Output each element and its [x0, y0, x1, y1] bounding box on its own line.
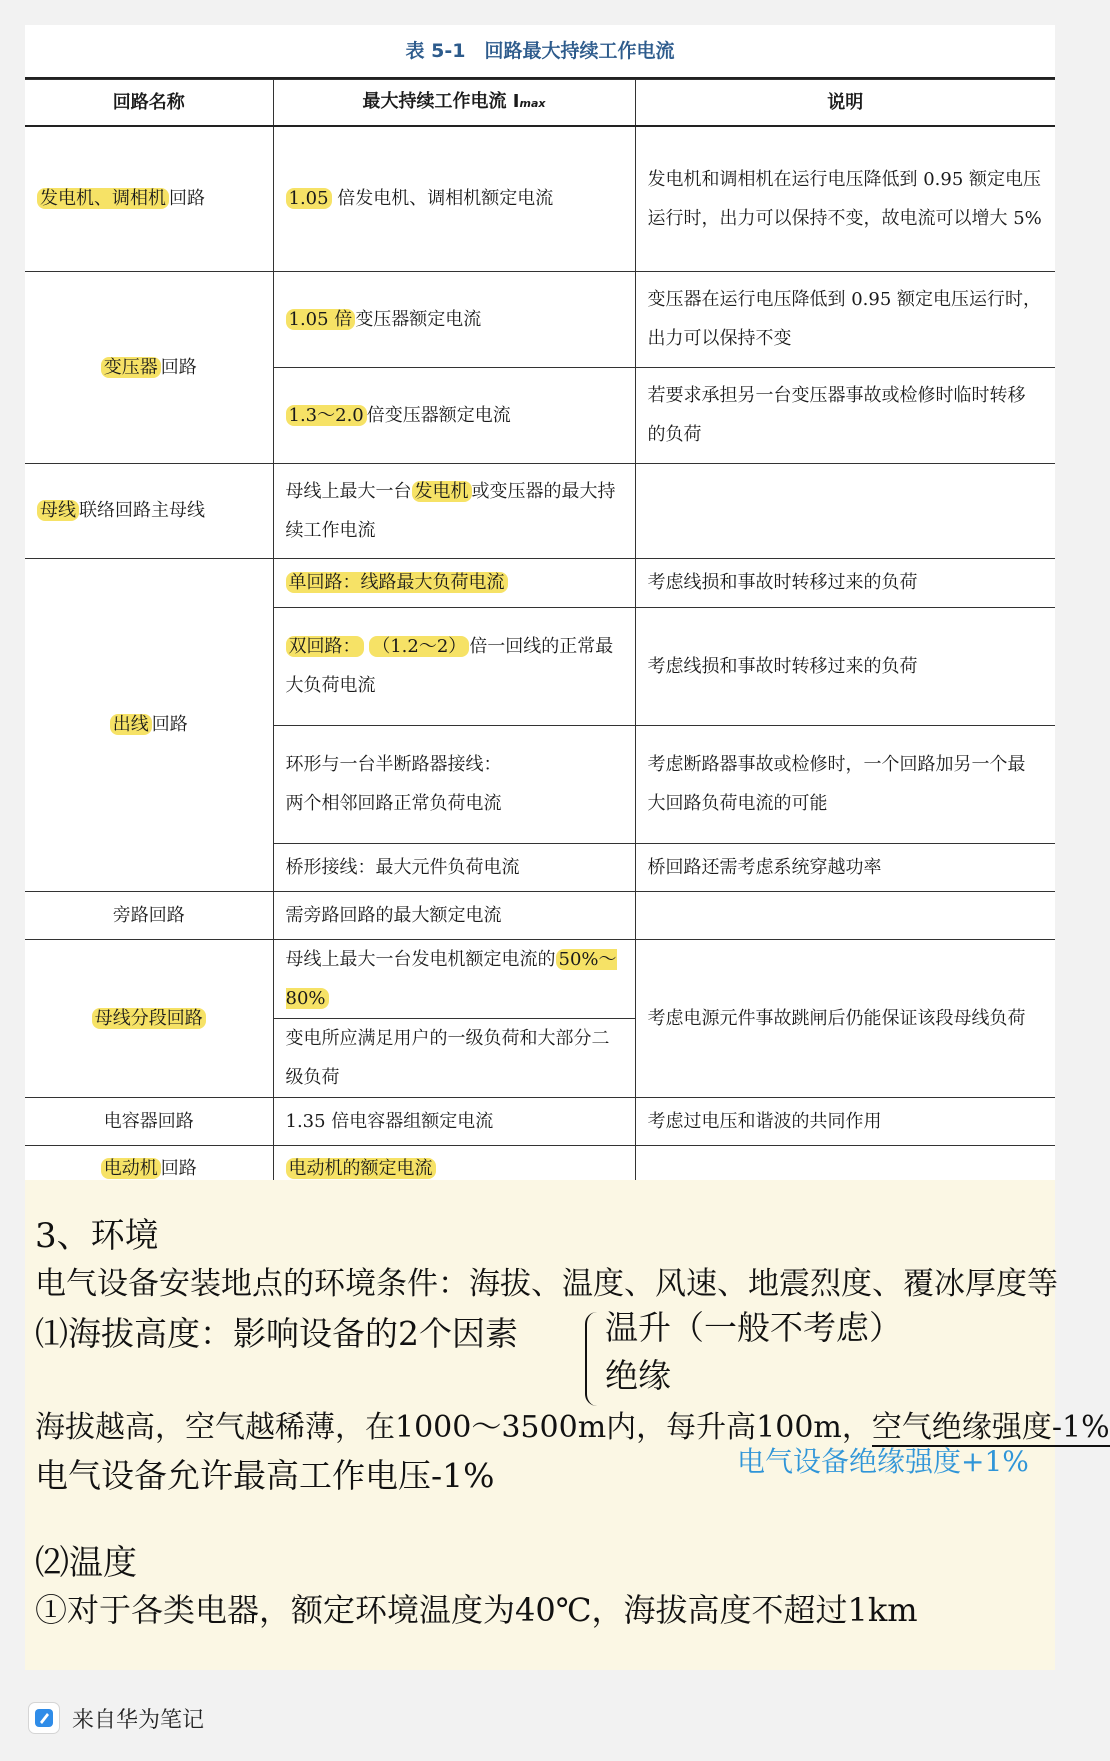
cell-current: 桥形接线：最大元件负荷电流: [273, 843, 635, 891]
header-current-label: 最大持续工作电流 I: [362, 91, 520, 112]
huawei-notes-icon[interactable]: [28, 1702, 60, 1734]
highlight: 50%～80%: [285, 948, 617, 1009]
highlight: 单回路：线路最大负荷电流: [286, 572, 508, 593]
highlight: 母线分段回路: [92, 1008, 206, 1029]
header-circuit: 回路名称: [25, 80, 273, 127]
cell-current: [273, 558, 635, 607]
text: 母线上最大一台: [285, 480, 412, 502]
notes-line: ①对于各类电器，额定环境温度为40℃，海拔高度不超过1km: [35, 1591, 918, 1629]
cell-note: 考虑电源元件事故跳闸后仍能保证该段母线负荷: [635, 939, 1055, 1097]
highlight: 1.05: [286, 188, 332, 209]
table-header-row: [25, 80, 1055, 127]
cell-current: 变电所应满足用户的一级负荷和大部分二级负荷: [273, 1018, 635, 1097]
footer: [28, 1700, 204, 1736]
text: 两个相邻回路正常负荷电流: [285, 793, 502, 814]
cell-current: [273, 939, 635, 1018]
cell-current: [273, 463, 635, 558]
table-row: [25, 939, 1055, 1018]
text: 母线上最大一台发电机额定电流的: [285, 948, 556, 970]
header-note: 说明: [635, 80, 1055, 127]
text: 回路: [160, 356, 197, 378]
text: 变压器额定电流: [355, 308, 482, 330]
cell-note: 桥回路还需考虑系统穿越功率: [635, 843, 1055, 891]
highlight: （1.2～2）: [369, 636, 469, 657]
highlight: 双回路：: [286, 636, 364, 657]
cell-note: 考虑线损和事故时转移过来的负荷: [635, 607, 1055, 725]
table-row: [25, 558, 1055, 607]
cell-current: [273, 607, 635, 725]
cell-name: [25, 271, 273, 463]
highlight: 1.05 倍: [286, 309, 356, 330]
highlight: 母线: [37, 500, 79, 521]
cell-name: [25, 558, 273, 891]
highlight: 电动机的额定电流: [286, 1158, 436, 1179]
text: 回路: [169, 188, 205, 210]
notes-line: 电气设备允许最高工作电压-1%: [35, 1456, 495, 1495]
blue-annotation: 电气设备绝缘强度+1%: [737, 1445, 1029, 1478]
notes-line: 绝缘: [605, 1356, 671, 1395]
text: 或变压器的最大持续工作电流: [285, 480, 616, 541]
header-current: [273, 80, 635, 127]
cell-current: [273, 126, 635, 271]
footer-source-text: 来自华为笔记: [72, 1707, 205, 1733]
highlight: 1.3～2.0: [286, 405, 367, 426]
cell-note: [635, 463, 1055, 558]
highlight: 发电机、调相机: [37, 188, 169, 209]
cell-name: [25, 939, 273, 1097]
cell-current: [273, 271, 635, 367]
cell-note: 考虑断路器事故或检修时，一个回路加另一个最大回路负荷电流的可能: [635, 725, 1055, 843]
underlined-text: 空气绝缘强度-1%: [871, 1410, 1110, 1445]
table-row: [25, 463, 1055, 558]
table-row: [25, 126, 1055, 271]
table-caption: 表 5-1 回路最大持续工作电流: [25, 25, 1055, 79]
cell-name: [25, 126, 273, 271]
cell-name: [25, 463, 273, 558]
text: 海拔越高，空气越稀薄，在1000～3500m内，每升高100m，: [35, 1410, 872, 1445]
table-row: [25, 271, 1055, 367]
table-row: [25, 1097, 1055, 1145]
notes-line: 电气设备安装地点的环境条件：海拔、温度、风速、地震烈度、覆冰厚度等: [35, 1266, 1058, 1302]
cell-current: 需旁路回路的最大额定电流: [273, 891, 635, 939]
text: 联络回路主母线: [79, 500, 205, 521]
highlight: 电动机: [101, 1158, 161, 1179]
highlight: 出线: [110, 714, 152, 735]
highlight: 发电机: [412, 481, 472, 502]
cell-note: 发电机和调相机在运行电压降低到 0.95 额定电压运行时，出力可以保持不变，故电流可以增大 5%: [635, 126, 1055, 271]
cell-name: 旁路回路: [25, 891, 273, 939]
header-current-sub: max: [519, 97, 546, 110]
text: 环形与一台半断路器接线：: [285, 754, 502, 775]
table-row: [25, 891, 1055, 939]
notes-line: 温升（一般不考虑）: [605, 1308, 902, 1347]
table-sheet: [25, 25, 1055, 1194]
handwritten-notes: [25, 1180, 1110, 1670]
cell-name: 电容器回路: [25, 1097, 273, 1145]
text: 回路: [160, 1158, 197, 1180]
cell-note: [635, 891, 1055, 939]
text: 倍一回线的正常最大负荷电流: [285, 636, 614, 696]
cell-current: [273, 725, 635, 843]
max-current-table: [25, 79, 1055, 1194]
notes-line: ⑴海拔高度：影响设备的2个因素: [35, 1314, 518, 1353]
text: 倍发电机、调相机额定电流: [331, 188, 554, 210]
text: 回路: [151, 714, 188, 735]
highlight: 变压器: [101, 357, 161, 378]
cell-note: 若要求承担另一台变压器事故或检修时临时转移的负荷: [635, 367, 1055, 463]
cell-note: 考虑过电压和谐波的共同作用: [635, 1097, 1055, 1145]
cell-current: 1.35 倍电容器组额定电流: [273, 1097, 635, 1145]
notes-heading: 3、环境: [35, 1216, 159, 1256]
notes-subheading: ⑵温度: [35, 1543, 137, 1583]
brace: [585, 1312, 599, 1406]
cell-note: 考虑线损和事故时转移过来的负荷: [635, 558, 1055, 607]
cell-current: [273, 367, 635, 463]
text: 倍变压器额定电流: [366, 404, 511, 426]
cell-note: 变压器在运行电压降低到 0.95 额定电压运行时，出力可以保持不变: [635, 271, 1055, 367]
